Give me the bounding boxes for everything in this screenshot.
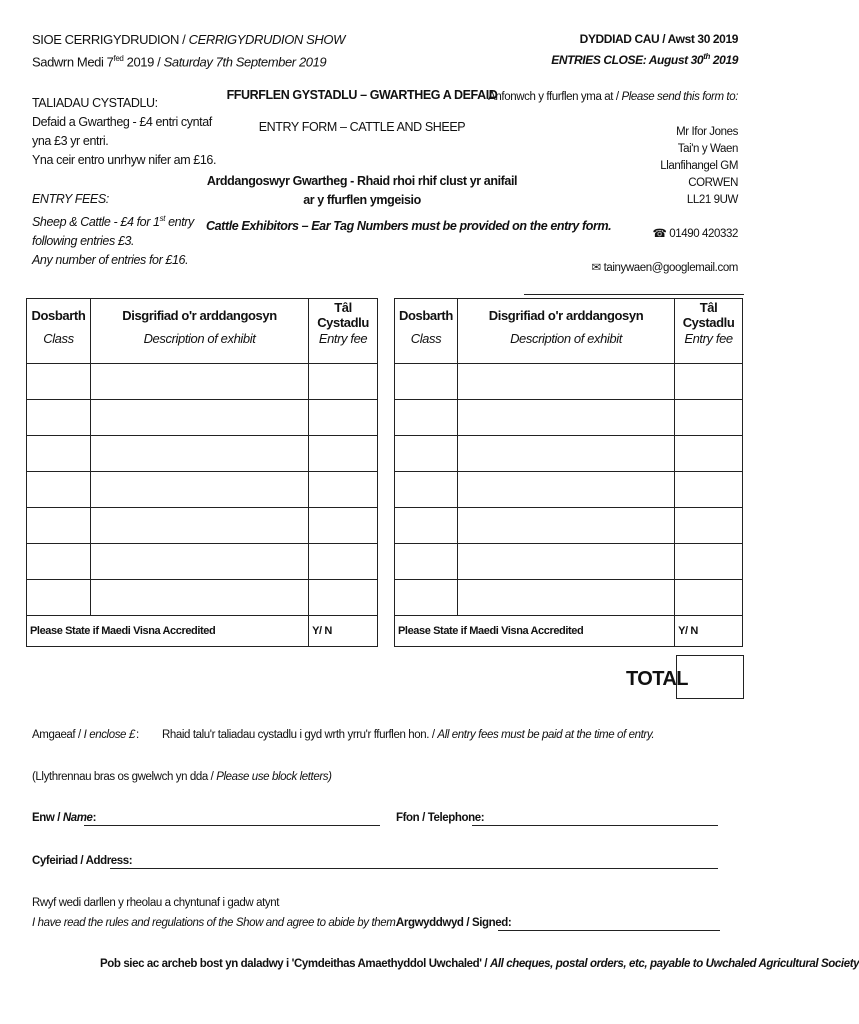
class-cell[interactable]	[27, 544, 91, 580]
fees-heading-welsh: TALIADAU CYSTADLU:	[32, 96, 158, 110]
contact-email: tainywaen@googlemail.com	[603, 262, 738, 274]
description-cell[interactable]	[457, 436, 674, 472]
name-label-english: Name	[62, 812, 93, 824]
enclose-english: I enclose £	[83, 729, 135, 741]
fee-cell[interactable]	[675, 436, 743, 472]
table-row	[27, 544, 378, 580]
col-fee-header-en: Entry fee	[675, 331, 743, 364]
fee-cell[interactable]	[675, 472, 743, 508]
table-row	[27, 580, 378, 616]
name-field[interactable]	[84, 813, 380, 831]
fee-cell[interactable]	[309, 580, 378, 616]
description-cell[interactable]	[457, 400, 674, 436]
description-cell[interactable]	[457, 508, 674, 544]
payment-note-welsh: Rhaid talu'r taliadau cystadlu i gyd wrth yrru'r ffurflen hon. /	[162, 729, 438, 741]
total-field[interactable]	[676, 655, 744, 699]
postal-address	[592, 124, 738, 277]
send-to-heading	[488, 88, 738, 106]
col-description-header: Disgrifiad o'r arddangosyn	[457, 299, 674, 332]
class-cell[interactable]	[395, 508, 458, 544]
show-date-english: Saturday 7th September 2019	[163, 54, 327, 70]
fees-line1-end: entry	[165, 215, 194, 230]
email-icon: ✉	[591, 262, 601, 274]
col-fee-header: Tâl Cystadlu	[309, 299, 378, 332]
address-field[interactable]	[110, 856, 718, 874]
visna-label: Please State if Maedi Visna Accredited	[395, 616, 675, 647]
table-row	[395, 400, 743, 436]
phone-icon: ☎	[652, 228, 667, 240]
class-cell[interactable]	[27, 580, 91, 616]
col-class-header: Dosbarth	[395, 299, 458, 332]
enclose-line	[32, 729, 135, 741]
enclose-welsh: Amgaeaf /	[32, 729, 84, 741]
class-cell[interactable]	[27, 508, 91, 544]
table-row	[27, 436, 378, 472]
class-cell[interactable]	[395, 364, 458, 400]
fee-cell[interactable]	[309, 364, 378, 400]
show-date-suffix: fed	[113, 54, 124, 63]
closing-date-suffix: th	[703, 52, 710, 61]
show-header	[32, 30, 345, 71]
description-cell[interactable]	[90, 472, 308, 508]
fees-line1-welsh: Defaid a Gwartheg - £4 entri cyntaf	[32, 115, 212, 129]
col-class-header-en: Class	[27, 331, 91, 364]
entry-table-right	[394, 298, 743, 647]
description-cell[interactable]	[90, 508, 308, 544]
send-to-english: Please send this form to:	[621, 91, 738, 103]
fee-cell[interactable]	[309, 544, 378, 580]
fees-heading-english: ENTRY FEES:	[32, 192, 109, 206]
description-cell[interactable]	[457, 580, 674, 616]
description-cell[interactable]	[90, 436, 308, 472]
fees-line2-welsh: yna £3 yr entri.	[32, 134, 109, 148]
visna-yes-no[interactable]: Y/ N	[675, 616, 743, 647]
class-cell[interactable]	[395, 544, 458, 580]
fee-cell[interactable]	[309, 508, 378, 544]
class-cell[interactable]	[395, 400, 458, 436]
table-row	[395, 364, 743, 400]
block-letters-english: Please use block letters)	[216, 771, 332, 783]
description-cell[interactable]	[90, 544, 308, 580]
closing-date-welsh: DYDDIAD CAU / Awst 30 2019	[579, 32, 738, 46]
ear-tag-note-english: Cattle Exhibitors – Ear Tag Numbers must be provided on the entry form.	[206, 219, 612, 233]
fee-cell[interactable]	[675, 580, 743, 616]
block-letters-welsh: (Llythrennau bras os gwelwch yn dda /	[32, 771, 217, 783]
class-cell[interactable]	[27, 472, 91, 508]
name-label: Enw / Name:	[32, 812, 96, 824]
class-cell[interactable]	[395, 436, 458, 472]
send-to-welsh: Anfonwch y ffurflen yma at /	[488, 91, 622, 103]
col-description-header-en: Description of exhibit	[457, 331, 674, 364]
fees-line1-suffix: st	[159, 214, 166, 223]
signed-label: Argwyddwyd / Signed:	[396, 917, 512, 929]
rules-english: I have read the rules and regulations of the Show and agree to abide by them.	[32, 917, 399, 929]
cheques-welsh: Pob siec ac archeb bost yn daladwy i 'Cymdeithas Amaethyddol Uwchaled' /	[100, 958, 490, 970]
entry-fees	[32, 94, 216, 270]
fee-cell[interactable]	[309, 472, 378, 508]
fee-cell[interactable]	[675, 508, 743, 544]
cheques-english: All cheques, postal orders, etc, payable to Uwchaled Agricultural Society	[489, 958, 859, 970]
table-row	[395, 544, 743, 580]
show-date-year: 2019 /	[123, 54, 164, 70]
show-name-english: CERRIGYDRUDION SHOW	[188, 32, 345, 47]
table-row	[395, 508, 743, 544]
description-cell[interactable]	[90, 364, 308, 400]
fees-line3-welsh: Yna ceir entro unrhyw nifer am £16.	[32, 153, 217, 167]
address-line: CORWEN	[688, 177, 738, 189]
address-line: Mr Ifor Jones	[676, 126, 738, 138]
visna-label: Please State if Maedi Visna Accredited	[27, 616, 309, 647]
fee-cell[interactable]	[675, 400, 743, 436]
total-label: TOTAL	[626, 668, 688, 690]
description-cell[interactable]	[457, 472, 674, 508]
closing-date-english: ENTRIES CLOSE: August 30	[551, 53, 704, 67]
table-row	[27, 364, 378, 400]
address-label: Cyfeiriad / Address:	[32, 855, 133, 867]
address-line: LL21 9UW	[686, 194, 738, 206]
closing-date-year: 2019	[709, 53, 738, 67]
table-row	[27, 508, 378, 544]
show-date-welsh: Sadwrn Medi 7	[32, 54, 114, 70]
payment-note-english: All entry fees must be paid at the time of entry.	[437, 729, 655, 741]
class-cell[interactable]	[27, 436, 91, 472]
show-name-welsh: SIOE CERRIGYDRUDION /	[32, 32, 189, 47]
signature-field[interactable]	[498, 918, 720, 936]
fee-cell[interactable]	[309, 400, 378, 436]
fee-cell[interactable]	[675, 544, 743, 580]
name-label-welsh: Enw /	[32, 812, 63, 824]
col-class-header-en: Class	[395, 331, 458, 364]
table-row	[27, 400, 378, 436]
fees-line1-english: Sheep & Cattle - £4 for 1	[32, 215, 160, 230]
fees-line2-english: following entries £3.	[32, 234, 135, 249]
payment-note	[162, 729, 654, 741]
ear-tag-note-welsh: Arddangoswyr Gwartheg - Rhaid rhoi rhif clust yr anifail ar y ffurflen ymgeisio	[206, 174, 518, 207]
address-line: Llanfihangel GM	[660, 160, 738, 172]
class-cell[interactable]	[395, 580, 458, 616]
description-cell[interactable]	[457, 544, 674, 580]
col-fee-header-en: Entry fee	[309, 331, 378, 364]
col-fee-header: Tâl Cystadlu	[675, 299, 743, 332]
address-divider	[524, 294, 744, 295]
fee-cell[interactable]	[675, 364, 743, 400]
fees-line3-english: Any number of entries for £16.	[32, 253, 189, 268]
col-description-header: Disgrifiad o'r arddangosyn	[90, 299, 308, 332]
class-cell[interactable]	[395, 472, 458, 508]
address-line: Tai'n y Waen	[677, 143, 738, 155]
table-row	[395, 472, 743, 508]
rules-welsh: Rwyf wedi darllen y rheolau a chyntunaf i gadw atynt	[32, 897, 280, 909]
phone-field[interactable]	[472, 813, 718, 831]
class-cell[interactable]	[27, 364, 91, 400]
block-letters-note	[32, 771, 332, 783]
contact-phone: 01490 420332	[669, 228, 738, 240]
entry-table-left	[26, 298, 378, 647]
visna-yes-no[interactable]: Y/ N	[309, 616, 378, 647]
col-class-header: Dosbarth	[27, 299, 91, 332]
closing-date	[551, 30, 738, 69]
description-cell[interactable]	[90, 400, 308, 436]
description-cell[interactable]	[457, 364, 674, 400]
table-row	[395, 580, 743, 616]
title-welsh: FFURFLEN GYSTADLU – GWARTHEG A DEFAID	[226, 88, 498, 102]
table-row	[395, 436, 743, 472]
fee-cell[interactable]	[309, 436, 378, 472]
enclose-colon: :	[136, 729, 139, 741]
cheques-note	[100, 958, 859, 970]
table-row	[27, 472, 378, 508]
description-cell[interactable]	[90, 580, 308, 616]
col-description-header-en: Description of exhibit	[90, 331, 308, 364]
class-cell[interactable]	[27, 400, 91, 436]
phone-label: Ffon / Telephone:	[396, 812, 485, 824]
title-english: ENTRY FORM – CATTLE AND SHEEP	[258, 120, 466, 134]
